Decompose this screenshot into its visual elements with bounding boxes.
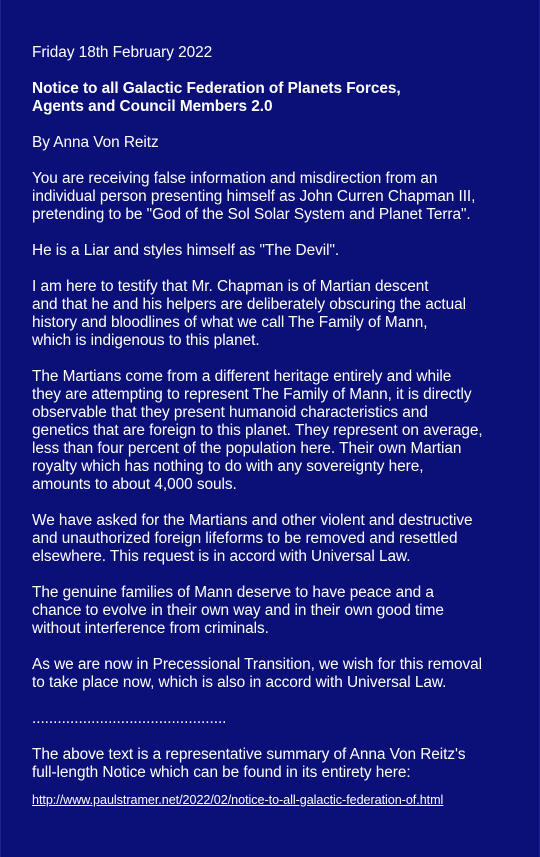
paragraph-4: The Martians come from a different heritage entirely and while they are attempting to represent The Family of Mann, it is directly observable that they present humanoid characteristics and genetics that are foreign to this planet. They represent on average, less than four percent of the population here. Their own Martian royalty which has nothing to do with any sovereignty here, amounts to about 4,000 souls. [32,368,483,493]
source-link[interactable]: http://www.paulstramer.net/2022/02/notice-to-all-galactic-federation-of.html [32,793,444,807]
paragraph-3: I am here to testify that Mr. Chapman is of Martian descent and that he and his helpers are deliberately obscuring the actual history and bloodlines of what we call The Family of Mann, which is indigenous to this planet. [32,278,466,349]
paragraph-6: The genuine families of Mann deserve to have peace and a chance to evolve in their own way and in their own good time without interference from criminals. [32,584,444,637]
separator-dots: .............................................. [32,710,227,727]
paragraph-7: As we are now in Precessional Transition, we wish for this removal to take place now, which is also in accord with Universal Law. [32,656,483,691]
paragraph-1: You are receiving false information and misdirection from an individual person presenting himself as John Curren Chapman III, pretending to be "God of the Sol Solar System and Planet Terra". [32,170,476,223]
paragraph-5: We have asked for the Martians and other violent and destructive and unauthorized foreign lifeforms to be removed and resettled elsewhere. This request is in accord with Universal Law. [32,512,473,565]
paragraph-2: He is a Liar and styles himself as "The Devil". [32,242,340,259]
summary-paragraph: The above text is a representative summary of Anna Von Reitz's full-length Notice which can be found in its entirety here: [32,746,466,781]
document-body [32,44,532,809]
document-date: Friday 18th February 2022 [32,44,213,61]
document-title: Notice to all Galactic Federation of Planets Forces, Agents and Council Members 2.0 [32,80,401,115]
document-byline: By Anna Von Reitz [32,134,159,151]
